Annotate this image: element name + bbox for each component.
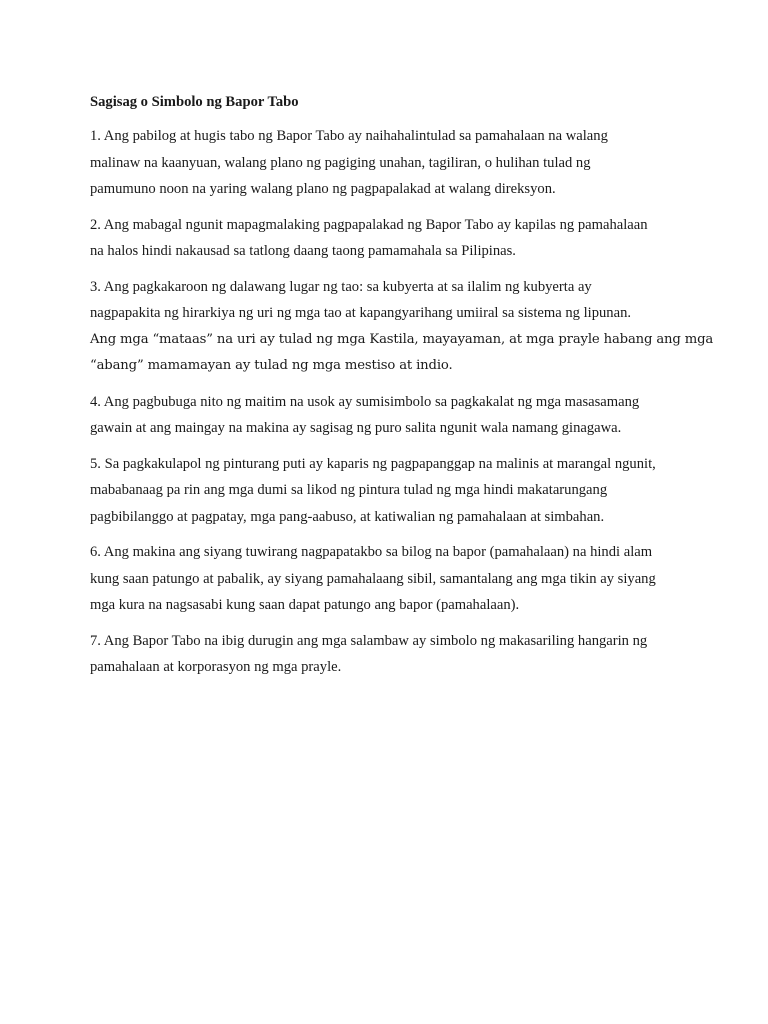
- paragraph-line: 6. Ang makina ang siyang tuwirang nagpapatakbo sa bilog na bapor (pamahalaan) na hindi alam: [90, 544, 653, 560]
- paragraph-6: [90, 539, 690, 619]
- paragraph-line: malinaw na kaanyuan, walang plano ng pagiging unahan, tagiliran, o hulihan tulad ng: [90, 154, 591, 171]
- paragraph-line: gawain at ang maingay na makina ay sagisag ng puro salita ngunit wala namang ginagawa.: [90, 420, 622, 436]
- paragraph-line: pamumuno noon na yaring walang plano ng pagpapalakad at walang direksyon.: [90, 181, 556, 197]
- paragraph-2: [90, 212, 690, 265]
- document-body: [90, 92, 714, 690]
- paragraph-line: pagbibilanggo at pagpatay, mga pang-aabuso, at katiwalian ng pamahalaan at simbahan.: [90, 508, 605, 525]
- paragraph-line: mababanaag pa rin ang mga dumi sa likod ng pintura tulad ng mga hindi makatarungang: [90, 482, 608, 498]
- paragraph-line: 4. Ang pagbubuga nito ng maitim na usok ay sumisimbolo sa pagkakalat ng mga masasamang: [90, 393, 640, 410]
- document-title: Sagisag o Simbolo ng Bapor Tabo: [90, 94, 299, 110]
- paragraph-4: [90, 389, 690, 442]
- paragraph-line: 1. Ang pabilog at hugis tabo ng Bapor Tabo ay naihahalintulad sa pamahalaan na walang: [90, 128, 608, 144]
- paragraph-3: [90, 274, 714, 380]
- paragraph-line: mga kura na nagsasabi kung saan dapat patungo ang bapor (pamahalaan).: [90, 597, 520, 613]
- paragraph-line: 2. Ang mabagal ngunit mapagmalaking pagpapalakad ng Bapor Tabo ay kapilas ng pamahalaan: [90, 216, 648, 233]
- paragraph-line: 7. Ang Bapor Tabo na ibig durugin ang mga salambaw ay simbolo ng makasariling hangarin ng: [90, 632, 648, 649]
- paragraph-line: 3. Ang pagkakaroon ng dalawang lugar ng tao: sa kubyerta at sa ilalim ng kubyerta ay: [90, 278, 592, 295]
- paragraph-line: nagpapakita ng hirarkiya ng uri ng mga tao at kapangyarihang umiiral sa sistema ng lipunan.: [90, 305, 632, 321]
- paragraph-line: kung saan patungo at pabalik, ay siyang pamahalaang sibil, samantalang ang mga tikin ay siyang: [90, 570, 656, 587]
- paragraph-line: 5. Sa pagkakulapol ng pinturang puti ay kaparis ng pagpapanggap na malinis at marangal ngunit,: [90, 455, 656, 472]
- paragraph-line: “abang” mamamayan ay tulad ng mga mestiso at indio.: [90, 358, 453, 373]
- paragraph-1: [90, 123, 690, 203]
- paragraph-line: na halos hindi nakausad sa tatlong daang taong pamamahala sa Pilipinas.: [90, 243, 516, 259]
- paragraph-line: Ang mga “mataas” na uri ay tulad ng mga Kastila, mayayaman, at mga prayle habang ang mga: [90, 331, 714, 347]
- paragraph-line: pamahalaan at korporasyon ng mga prayle.: [90, 659, 342, 675]
- paragraph-7: [90, 628, 690, 681]
- paragraph-5: [90, 451, 690, 531]
